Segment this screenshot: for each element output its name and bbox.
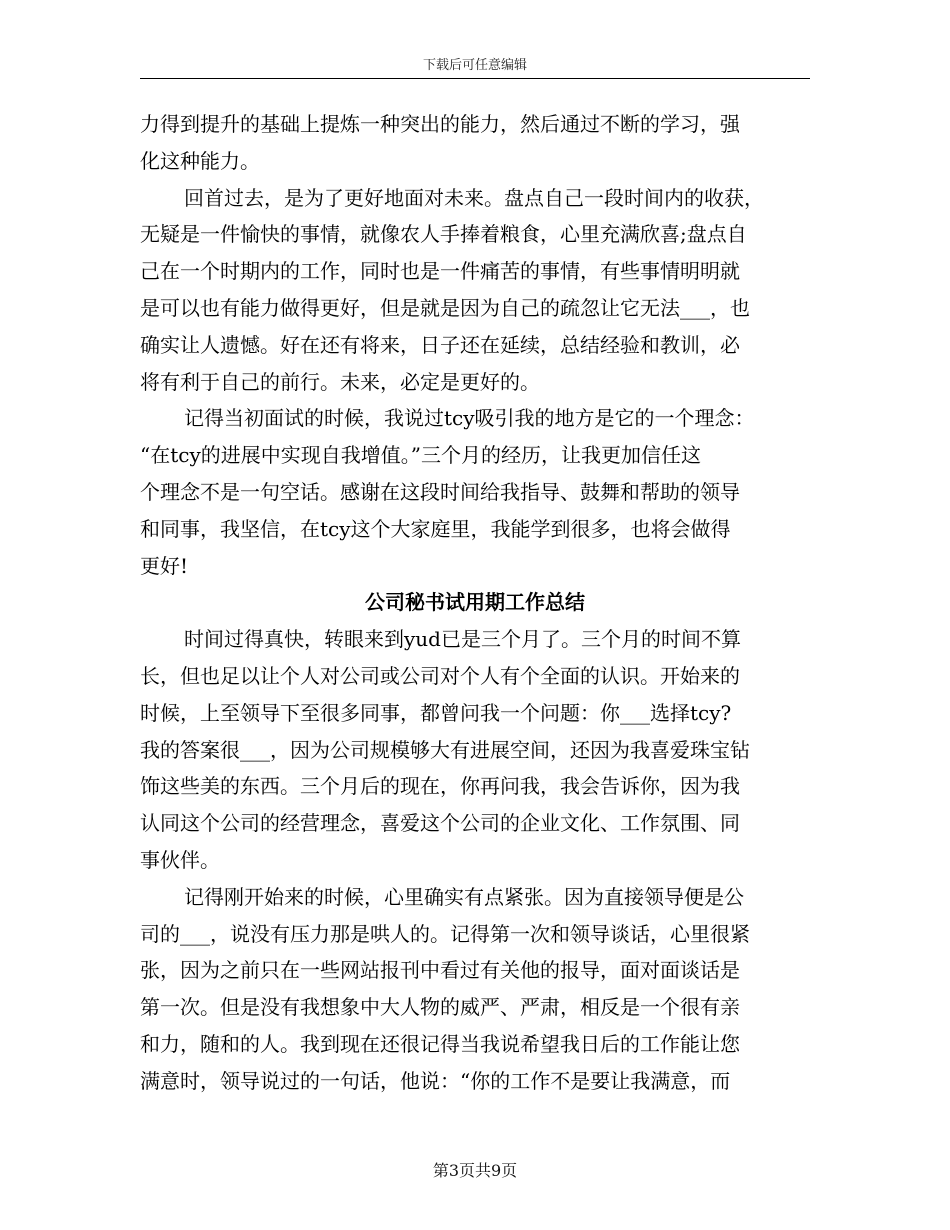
header-rule: [140, 78, 810, 79]
text-line: 是可以也有能力做得更好，但是就是因为自己的疏忽让它无法___，也: [140, 295, 750, 320]
text-line: 长，但也足以让个人对公司或公司对个人有个全面的认识。开始来的: [140, 663, 740, 688]
text-line: 个理念不是一句空话。感谢在这段时间给我指导、鼓舞和帮助的领导: [140, 479, 740, 504]
text-line: 回首过去，是为了更好地面对未来。盘点自己一段时间内的收获，: [184, 185, 764, 210]
text-line: 将有利于自己的前行。未来，必定是更好的。: [140, 369, 540, 394]
text-line: 和同事，我坚信，在tcy这个大家庭里，我能学到很多，也将会做得: [140, 516, 731, 541]
text-line: 化这种能力。: [140, 148, 260, 173]
text-line: 第一次。但是没有我想象中大人物的威严、严肃，相反是一个很有亲: [140, 995, 740, 1020]
text-line: 满意时，领导说过的一句话，他说：“你的工作不是要让我满意，而: [140, 1068, 731, 1093]
text-line: 我的答案很___，因为公司规模够大有进展空间，还因为我喜爱珠宝钻: [140, 737, 750, 762]
text-line: 记得刚开始来的时候，心里确实有点紧张。因为直接领导便是公: [184, 884, 744, 909]
text-line: 己在一个时期内的工作，同时也是一件痛苦的事情，有些事情明明就: [140, 259, 740, 284]
text-line: “在tcy的进展中实现自我增值。”三个月的经历，让我更加信任这: [140, 443, 701, 468]
document-body: [140, 106, 810, 1100]
text-line: 时候，上至领导下至很多同事，都曾问我一个问题：你___选择tcy?: [140, 700, 732, 725]
page-footer: 第3页共9页: [432, 1161, 518, 1180]
text-line: 更好!: [140, 553, 189, 578]
text-line: 无疑是一件愉快的事情，就像农人手捧着粮食，心里充满欣喜;盘点自: [140, 222, 747, 247]
text-line: 记得当初面试的时候，我说过tcy吸引我的地方是它的一个理念：: [184, 406, 755, 431]
text-line: 认同这个公司的经营理念，喜爱这个公司的企业文化、工作氛围、同: [140, 811, 740, 836]
section-heading: 公司秘书试用期工作总结: [365, 590, 585, 615]
text-line: 张，因为之前只在一些网站报刊中看过有关他的报导，面对面谈话是: [140, 958, 740, 983]
page-header: 下载后可任意编辑: [422, 58, 527, 73]
text-line: 饰这些美的东西。三个月后的现在，你再问我，我会告诉你，因为我: [140, 774, 740, 799]
text-line: 力得到提升的基础上提炼一种突出的能力，然后通过不断的学习，强: [140, 112, 740, 136]
text-line: 司的___，说没有压力那是哄人的。记得第一次和领导谈话，心里很紧: [140, 921, 750, 946]
text-line: 确实让人遗憾。好在还有将来，日子还在延续，总结经验和教训，必: [140, 332, 740, 357]
text-line: 时间过得真快，转眼来到yud已是三个月了。三个月的时间不算: [184, 627, 741, 652]
text-line: 和力，随和的人。我到现在还很记得当我说希望我日后的工作能让您: [140, 1031, 740, 1056]
text-line: 事伙伴。: [140, 847, 220, 872]
